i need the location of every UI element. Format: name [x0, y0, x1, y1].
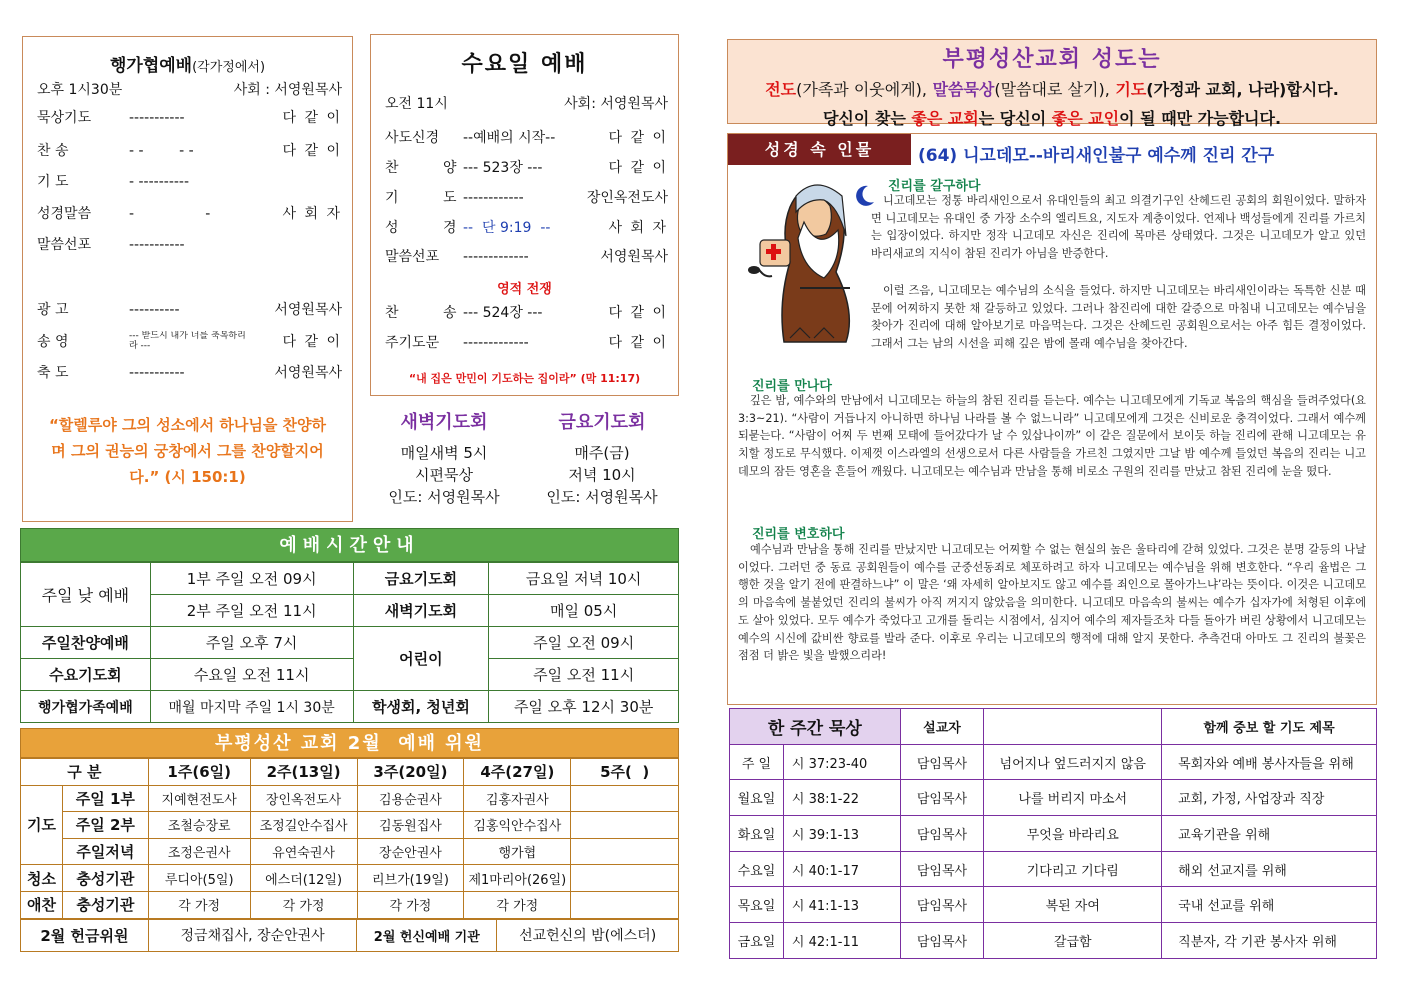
prayer-topic-header: 함께 중보 할 기도 제목: [1162, 709, 1377, 745]
committee-cell: 제1마리아(26일): [464, 865, 571, 892]
committee-cell: 조철승장로: [148, 812, 250, 839]
committee-sub: 충성기관: [62, 865, 148, 892]
weekly-row: 화요일 시 39:1-13 담임목사 무엇을 바라리요 교육기관을 위해: [730, 816, 1377, 852]
dawn-time: 매일 05시: [489, 595, 679, 627]
family-worship-box: [22, 36, 353, 522]
praise-label: 주일찬양예배: [21, 627, 151, 659]
order-row: 광 고 ---------- 서영원목사: [37, 302, 342, 318]
youth-label: 학생회, 청년회: [353, 691, 489, 723]
worship-schedule-title: 예배시간안내: [20, 528, 679, 562]
sunday-first: 1부 주일 오전 09시: [150, 563, 353, 595]
committee-head: 구 분: [21, 759, 149, 786]
wednesday-verse: “내 집은 만민이 기도하는 집이라” (막 11:17): [408, 372, 641, 385]
family-time: 매월 마지막 주일 1시 30분: [150, 691, 353, 723]
committee-head: 5주( ): [571, 759, 679, 786]
order-row: 주기도문 ------------- 다 같 이: [385, 335, 668, 351]
kids-time-2: 주일 오전 11시: [489, 659, 679, 691]
friday-prayer-day: 매주(금): [574, 444, 630, 462]
committee-cell: 조정길안수집사: [250, 812, 357, 839]
committee-cell: 지예현전도사: [148, 785, 250, 812]
order-row: 사도신경 --예배의 시작-- 다 같 이: [385, 130, 668, 146]
prayer-label: 기도: [21, 785, 63, 865]
committee-cell: 각 가정: [464, 891, 571, 918]
family-worship-title: 행가협예배(각가정에서): [109, 56, 266, 76]
committee-cell: 김동원집사: [357, 812, 464, 839]
committee-head: 1주(6일): [148, 759, 250, 786]
dawn-prayer-topic: 시편묵상: [415, 466, 473, 484]
wednesday-time: 오전 11시: [385, 96, 448, 112]
order-row: 기 도 - ----------: [37, 174, 190, 190]
committee-cell: 행가협: [464, 838, 571, 865]
wednesday-label: 수요기도회: [21, 659, 151, 691]
dawn-prayer-time: 매일새벽 5시: [400, 444, 488, 462]
sunday-second: 2부 주일 오전 11시: [150, 595, 353, 627]
committee-sub: 주일저녁: [62, 838, 148, 865]
youth-time: 주일 오후 12시 30분: [489, 691, 679, 723]
weekly-row: 주 일 시 37:23-40 담임목사 넘어지나 엎드러지지 않음 목회자와 예배 봉사자들을 위해: [730, 744, 1377, 780]
kids-label: 어린이: [353, 627, 489, 691]
offering-label: 2월 헌금위원: [21, 919, 149, 951]
weekly-row: 금요일 시 42:1-11 담임목사 갈급함 직분자, 각 기관 봉사자 위해: [730, 923, 1377, 959]
order-row: 찬 송 --- 524장 --- 다 같 이: [385, 305, 668, 321]
family-worship-time: 오후 1시30분: [37, 82, 123, 98]
committee-cell: [571, 812, 679, 839]
family-label: 행가협가족예배: [21, 691, 151, 723]
worship-committee: [20, 728, 679, 952]
committee-cell: [571, 785, 679, 812]
worship-schedule: [20, 528, 679, 723]
sunday-label: 주일 낮 예배: [21, 563, 151, 627]
banner-line-2: 당신이 찾는 좋은 교회는 당신이 좋은 교인이 될 때만 가능합니다.: [822, 109, 1282, 128]
order-row: 성경말씀 - - 사 회 자: [37, 206, 342, 222]
order-row: 말씀선포 ------------- 서영원목사: [385, 249, 668, 265]
wednesday-header: [385, 93, 668, 115]
banner-line-1: 전도(가족과 이웃에게), 말씀묵상(말씀대로 살기), 기도(가정과 교회, 나라)합시다.: [765, 80, 1339, 99]
committee-cell: 루디아(5일): [148, 865, 250, 892]
dawn-prayer-leader: 인도: 서영원목사: [388, 488, 500, 506]
committee-cell: 김용순권사: [357, 785, 464, 812]
weekly-devotion-table: [729, 708, 1377, 959]
committee-head: 2주(13일): [250, 759, 357, 786]
offering-value: 정금채집사, 장순안권사: [148, 919, 357, 951]
article-heading-2: 진리를 만나다: [752, 379, 832, 394]
committee-head: 3주(20일): [357, 759, 464, 786]
article-paragraph-3: 깊은 밤, 예수와의 만남에서 니고데모는 하늘의 참된 진리를 듣는다. 예수는 니고데모에게 기독교 복음의 핵심을 들려주었다(요 3:3~21). “사람이 거듭나지 아니하면 하나님 나라를 볼 수 없느니라” 니고데모에게 그것은 신비로운 충격이었다. 그래서 예수께 되묻는다. “사람이 어찌 두 번째 모태에 들어갔다가 날 수 있삽나이까” 이 같은 질문에서 보이듯 하늘 진리에 관해 니고데모는 유치할 정도로 무식했다. 이제껏 이스라엘의 선생으로서 다른 사람들을 가르친 그였지만 그날 밤 예수께 들었던 복음의 진리는 니고데모의 잠든 영혼을 흔들어 깨웠다. 니고데모는 예수님과 만남을 통해 비로소 구원의 진리를 만났고 참된 진리에 눈을 떴다.: [738, 394, 1366, 478]
wednesday-time: 수요일 오전 11시: [150, 659, 353, 691]
order-row: 성 경 -- 단 9:19 -- 사 회 자: [385, 220, 668, 236]
committee-head: 4주(27일): [464, 759, 571, 786]
dawn-label: 새벽기도회: [353, 595, 489, 627]
committee-cell: [571, 838, 679, 865]
article-heading-1: 진리를 갈구하다: [888, 179, 981, 194]
family-worship-header: [37, 79, 342, 101]
fellowship-meal-label: 애찬: [21, 891, 63, 918]
friday-prayer-time: 저녁 10시: [568, 466, 636, 484]
friday-prayer-leader: 인도: 서영원목사: [546, 488, 658, 506]
order-row: 기 도 ------------ 장인옥전도사: [385, 190, 668, 206]
spiritual-warfare-label: 영적 전쟁: [497, 282, 552, 297]
cleaning-label: 청소: [21, 865, 63, 892]
article-title: (64) 니고데모--바리새인불구 예수께 진리 간구: [918, 146, 1275, 166]
weekly-devotion: [729, 708, 1377, 959]
banner-title: 부평성산교회 성도는: [942, 47, 1162, 72]
dawn-prayer-block: [369, 412, 519, 508]
friday-prayer-title: 금요기도회: [558, 412, 646, 433]
order-row: 묵상기도 ----------- 다 같 이: [37, 110, 342, 126]
weekly-row: 목요일 시 41:1-13 담임목사 복된 자여 국내 선교를 위해: [730, 887, 1377, 923]
order-row: 말씀선포 -----------: [37, 237, 185, 253]
family-worship-host: 사회 : 서영원목사: [233, 82, 342, 98]
committee-sub: 주일 2부: [62, 812, 148, 839]
committee-cell: 각 가정: [357, 891, 464, 918]
dedication-value: 선교헌신의 밤(에스더): [497, 919, 679, 951]
committee-footer-table: [20, 919, 679, 952]
weekly-row: 월요일 시 38:1-22 담임목사 나를 버리지 마소서 교회, 가정, 사업장과 직장: [730, 780, 1377, 816]
kids-time-1: 주일 오전 09시: [489, 627, 679, 659]
committee-cell: 김홍익안수집사: [464, 812, 571, 839]
friday-label: 금요기도회: [353, 563, 489, 595]
praise-time: 주일 오후 7시: [150, 627, 353, 659]
article-paragraph-2: 이럴 즈음, 니고데모는 예수님의 소식을 들었다. 하지만 니고데모는 바리새인이라는 독특한 신분 때문에 어찌하지 못한 채 갈등하고 있었다. 그러나 참진리에 대한 갈증으로 마침내 니고데모는 예수님을 찾아가 진리에 대해 알아보기로 마음먹는다. 그것은 산헤드린 공회원으로서는 아주 힘든 결정이었다. 그래서 그는 남의 시선을 피해 깊은 밤에 몰래 예수님을 찾아간다.: [871, 284, 1366, 351]
wednesday-host: 사회: 서영원목사: [564, 96, 668, 112]
friday-time: 금요일 저녁 10시: [489, 563, 679, 595]
family-worship-verse: “할렐루야 그의 성소에서 하나님을 찬양하며 그의 권능의 궁창에서 그를 찬양할지어다.” (시 150:1): [48, 416, 327, 486]
committee-cell: 리브가(19일): [357, 865, 464, 892]
preacher-header: 설교자: [900, 709, 984, 745]
wednesday-worship-title: 수요일 예배: [461, 52, 588, 77]
bible-character-article: [727, 133, 1377, 705]
order-row: 축 도 ----------- 서영원목사: [37, 365, 342, 381]
dedication-label: 2월 헌신예배 기관: [357, 919, 497, 951]
worship-schedule-table: [20, 562, 679, 723]
committee-cell: 김홍자권사: [464, 785, 571, 812]
sermon-header: [984, 709, 1162, 745]
church-banner: [727, 39, 1377, 128]
committee-cell: 장순안권사: [357, 838, 464, 865]
committee-sub: 충성기관: [62, 891, 148, 918]
committee-cell: [571, 891, 679, 918]
committee-sub: 주일 1부: [62, 785, 148, 812]
weekly-row: 수요일 시 40:1-17 담임목사 기다리고 기다림 해외 선교지를 위해: [730, 851, 1377, 887]
committee-cell: 에스더(12일): [250, 865, 357, 892]
article-paragraph-1: 니고데모는 정통 바리새인으로서 유대인들의 최고 의결기구인 산헤드린 공회의 회원이었다. 말하자면 니고데모는 유대인 중 가장 소수의 엘리트요, 지도자 계층이었다. 언제나 백성들에게 진리를 가르치는 입장이었다. 하지만 정작 니고데모 자신은 진리에 목마른 상태였다. 그것은 니고데모가 알고 있던 바리새교의 지식이 참된 진리가 아님을 반증한다.: [871, 194, 1366, 261]
worship-committee-title: 부평성산 교회 2월 예배 위원: [20, 728, 679, 758]
committee-cell: 유연숙권사: [250, 838, 357, 865]
article-heading-3: 진리를 변호하다: [752, 527, 845, 542]
committee-cell: 장인옥전도사: [250, 785, 357, 812]
worship-committee-table: [20, 758, 679, 919]
wednesday-worship-box: [370, 34, 679, 396]
committee-cell: 각 가정: [250, 891, 357, 918]
article-paragraph-2-end: [738, 354, 1366, 372]
article-paragraph-4: 예수님과 만남을 통해 진리를 만났지만 니고데모는 어찌할 수 없는 현실의 높은 울타리에 갇혀 있었다. 그것은 분명 갈등의 나날이었다. 그러던 중 동료 공회원들이 예수를 군중선동죄로 체포하려고 하자 니고데모는 예수님을 위해 변호한다. “우리 율법은 그 행한 것을 알기 전에 판결하느냐” 이 말은 ‘왜 자세히 알아보지도 않고 예수를 죄인으로 몰아가느냐’라는 뜻이다. 이것은 니고데모의 마음속에 불붙었던 진리의 불씨가 아직 꺼지지 않았음을 의미한다. 니고데모 마음속의 불씨는 예수가 십자가에 처형된 이후에도 살아 있었다. 모두 예수가 죽었다고 고개를 돌리는 시점에서, 심지어 예수의 제자들조차 다들 돌아가 버린 상황에서 니고데모는 예수의 시신에 값비싼 향료를 발라 준다. 이후로 우리는 니고데모의 행적에 대해 알지 못한다. 추측건대 아마도 그 진리의 불꽃은 점점 더 밝은 빛을 발했으리라!: [738, 543, 1367, 663]
dawn-prayer-title: 새벽기도회: [400, 412, 488, 433]
article-tag: 성경 속 인물: [728, 134, 911, 165]
order-row: 찬 송 - - - - 다 같 이: [37, 143, 342, 159]
committee-cell: [571, 865, 679, 892]
order-row: 송 영 --- 받드시 내가 너를 축복하리라 --- 다 같 이: [37, 331, 342, 351]
order-row: 찬 양 --- 523장 --- 다 같 이: [385, 160, 668, 176]
weekly-title: 한 주간 묵상: [730, 709, 901, 745]
committee-cell: 각 가정: [148, 891, 250, 918]
nicodemus-illustration: [740, 178, 880, 348]
committee-cell: 조정은권사: [148, 838, 250, 865]
friday-prayer-block: [527, 412, 677, 508]
